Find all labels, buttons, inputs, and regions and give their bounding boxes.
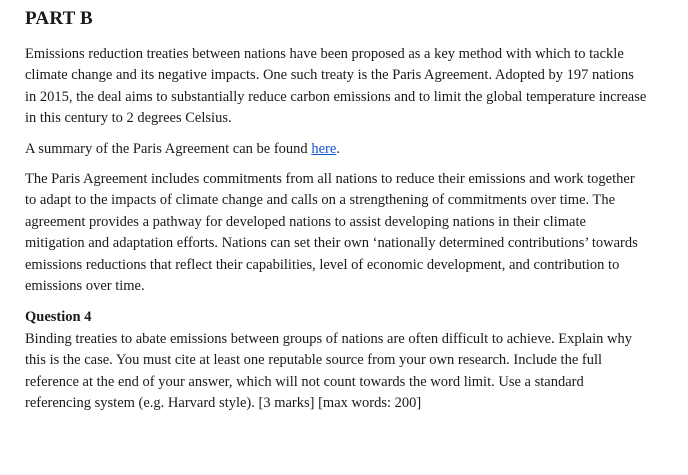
intro-paragraph: Emissions reduction treaties between nations have been proposed as a key method with which to tackle climate change and its negative impacts. One such treaty is the Paris Agreement. Adopted by 197 nations in 2015, the deal aims to substantially reduce carbon emissions and to limit the global temperature increase in this century to 2 degrees Celsius.: [25, 46, 647, 127]
summary-text-after: .: [336, 140, 340, 157]
question-text: Binding treaties to abate emissions between groups of nations are often difficult to achieve. Explain why this is the case. You must cite at least one reputable source from your own research. Include the full reference at the end of your answer, which will not count towards the word limit. Use a standard referencing system (e.g. Harvard style). [3 marks] [max words: 200]: [25, 330, 632, 412]
summary-paragraph: [25, 139, 648, 160]
question-heading: Question 4: [25, 309, 92, 326]
summary-text-before: A summary of the Paris Agreement can be found: [25, 140, 312, 157]
part-title: PART B: [25, 8, 93, 29]
description-paragraph: The Paris Agreement includes commitments from all nations to reduce their emissions and work together to adapt to the impacts of climate change and calls on a strengthening of commitments over time. The agreement provides a pathway for developed nations to assist developing nations in their climate mitigation and adaptation efforts. Nations can set their own ‘nationally determined contributions’ towards emissions reductions that reflect their capabilities, level of economic development, and contribution to emissions over time.: [25, 171, 638, 295]
summary-link[interactable]: here: [311, 140, 337, 157]
